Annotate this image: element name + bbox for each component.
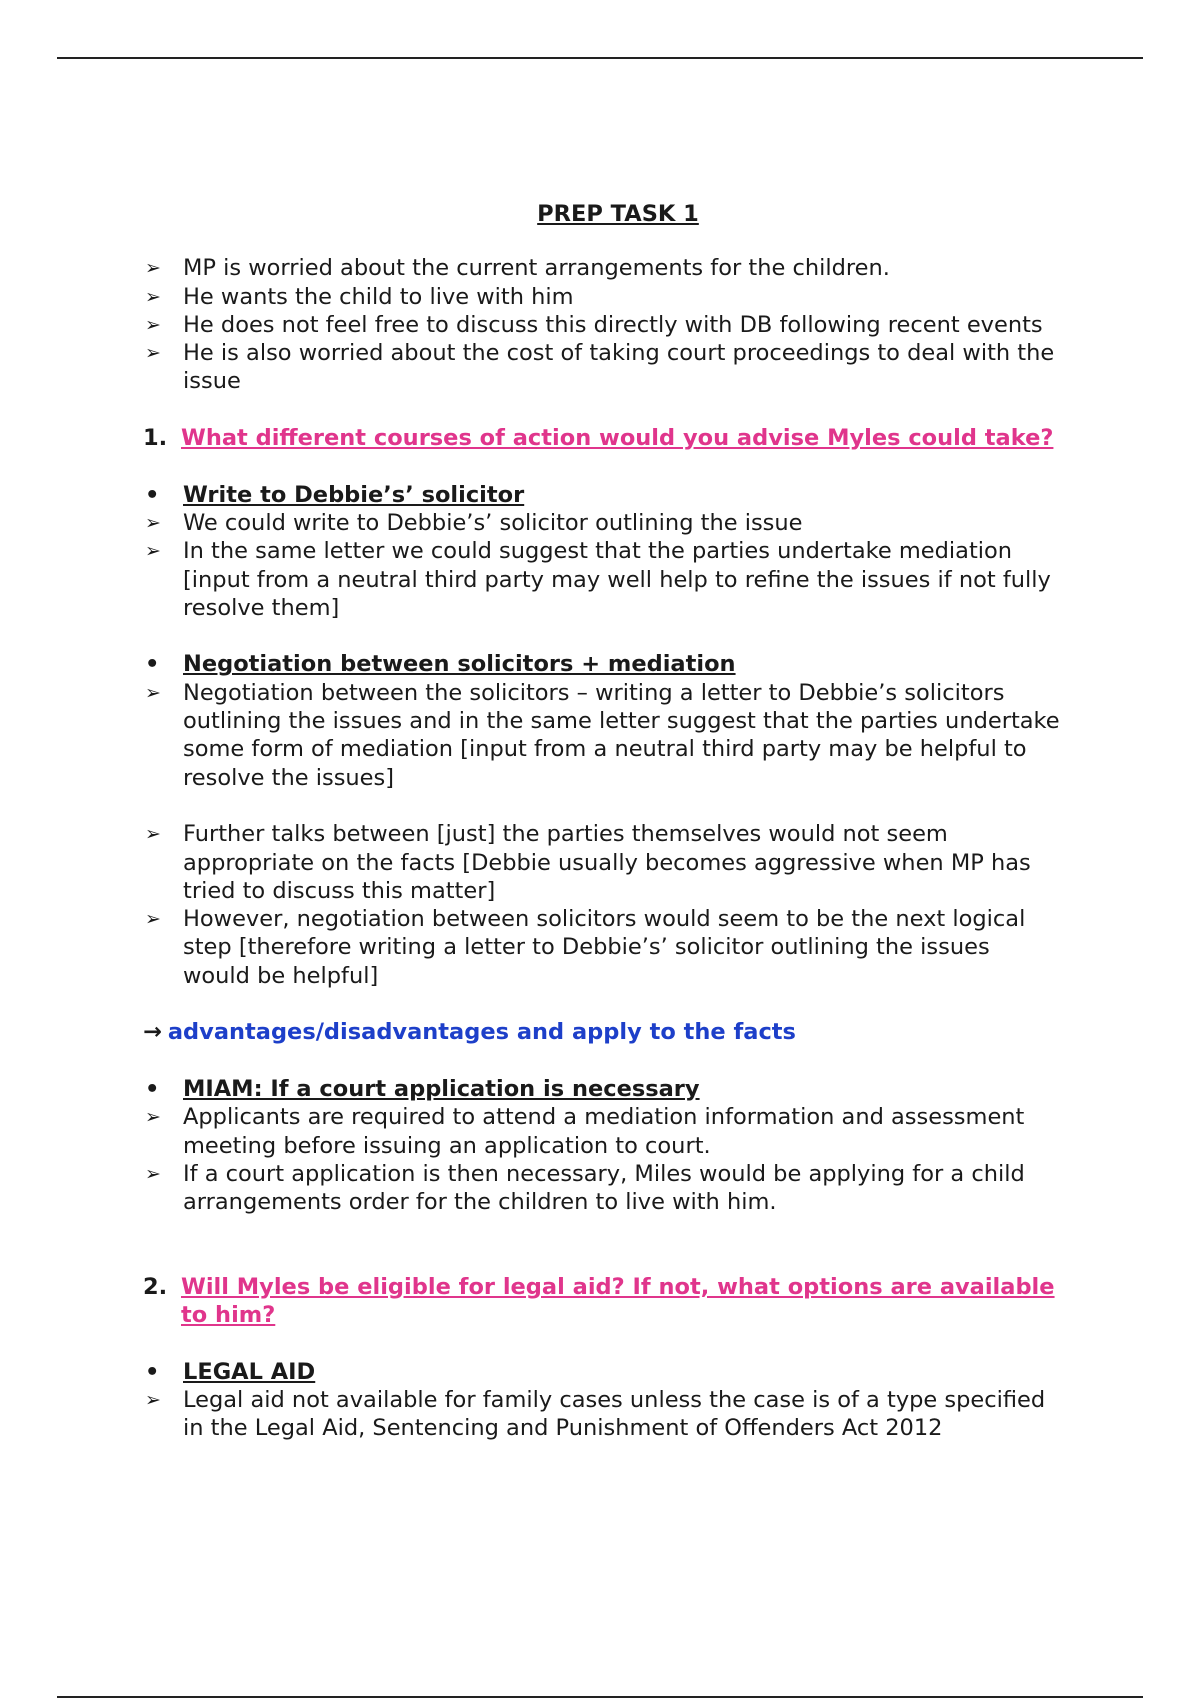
page-title: PREP TASK 1 <box>537 201 699 227</box>
question-text: Will Myles be eligible for legal aid? If not, what options are available to him? <box>181 1273 1055 1329</box>
document-body <box>143 200 1063 1443</box>
list-item-text: He is also worried about the cost of taking court proceedings to deal with the issue <box>183 340 1055 395</box>
list-item-text: He does not feel free to discuss this directly with DB following recent events <box>183 311 1043 338</box>
list-item-text: Negotiation between the solicitors – writing a letter to Debbie’s solicitors outlining the issues and in the same letter suggest that the parties undertake some form of mediation [input from a neutral third party may be helpful to resolve the issues] <box>183 679 1060 791</box>
list-item <box>143 311 1063 339</box>
question-text: What different courses of action would you advise Myles could take? <box>181 425 1054 452</box>
dot-bullet-icon: • <box>145 651 160 678</box>
list-item <box>143 1160 1063 1217</box>
list-item-text: Applicants are required to attend a mediation information and assessment meeting before issuing an application to court. <box>183 1104 1025 1159</box>
note-text: advantages/disadvantages and apply to the facts <box>167 1019 796 1046</box>
list-item <box>143 679 1063 792</box>
list-item-text: In the same letter we could suggest that the parties undertake mediation [input from a neutral third party may well help to refine the issues if not fully resolve them] <box>183 538 1051 621</box>
arrow-bullet-icon: ➢ <box>145 1389 161 1412</box>
arrow-bullet-icon: ➢ <box>145 823 161 846</box>
question-1 <box>143 424 1063 452</box>
arrow-bullet-icon: ➢ <box>145 285 161 308</box>
list-item-text: We could write to Debbie’s’ solicitor outlining the issue <box>183 509 803 536</box>
question-2 <box>143 1273 1063 1330</box>
list-item <box>143 1103 1063 1160</box>
section-heading-text: Write to Debbie’s’ solicitor <box>183 481 525 508</box>
list-item <box>143 820 1063 905</box>
section-heading-write <box>143 481 1063 509</box>
section-heading-text: LEGAL AID <box>183 1358 316 1385</box>
arrow-bullet-icon: ➢ <box>145 342 161 365</box>
question-number: 2. <box>143 1273 168 1300</box>
arrow-bullet-icon: ➢ <box>145 1106 161 1129</box>
section-heading-negotiation <box>143 650 1063 678</box>
list-item <box>143 339 1063 396</box>
arrow-bullet-icon: ➢ <box>145 257 161 280</box>
list-item-text: He wants the child to live with him <box>183 283 574 310</box>
list-item-text: MP is worried about the current arrangements for the children. <box>183 255 890 282</box>
list-item <box>143 1386 1063 1443</box>
arrow-bullet-icon: ➢ <box>145 1162 161 1185</box>
footer-rule <box>57 1696 1143 1698</box>
section-heading-text: Negotiation between solicitors + mediation <box>183 651 736 678</box>
intro-list <box>143 254 1063 395</box>
list-item-text: If a court application is then necessary, Miles would be applying for a child arrangements order for the children to live with him. <box>183 1160 1025 1216</box>
list-item <box>143 905 1063 990</box>
list-item-text: However, negotiation between solicitors would seem to be the next logical step [therefore writing a letter to Debbie’s’ solicitor outlining the issues would be helpful] <box>183 906 1026 989</box>
dot-bullet-icon: • <box>145 1358 160 1385</box>
section-heading-text: MIAM: If a court application is necessary <box>183 1075 700 1102</box>
section-heading-miam <box>143 1075 1063 1103</box>
list-item-text: Legal aid not available for family cases unless the case is of a type specified in the Legal Aid, Sentencing and Punishment of Offenders Act 2012 <box>183 1387 1046 1442</box>
arrow-bullet-icon: ➢ <box>145 908 161 931</box>
arrow-bullet-icon: ➢ <box>145 681 161 704</box>
list-item <box>143 254 1063 282</box>
right-arrow-icon: → <box>143 1019 162 1046</box>
dot-bullet-icon: • <box>145 1075 160 1102</box>
question-number: 1. <box>143 425 168 452</box>
list-item <box>143 537 1063 622</box>
list-item <box>143 509 1063 537</box>
header-rule <box>57 57 1143 59</box>
list-item-text: Further talks between [just] the parties themselves would not seem appropriate on the facts [Debbie usually becomes aggressive when MP has tried to discuss this matter] <box>183 821 1031 904</box>
arrow-bullet-icon: ➢ <box>145 313 161 336</box>
section-heading-legal-aid <box>143 1358 1063 1386</box>
arrow-bullet-icon: ➢ <box>145 511 161 534</box>
list-item <box>143 283 1063 311</box>
dot-bullet-icon: • <box>145 481 160 508</box>
advantages-note <box>143 1018 1063 1046</box>
arrow-bullet-icon: ➢ <box>145 540 161 563</box>
